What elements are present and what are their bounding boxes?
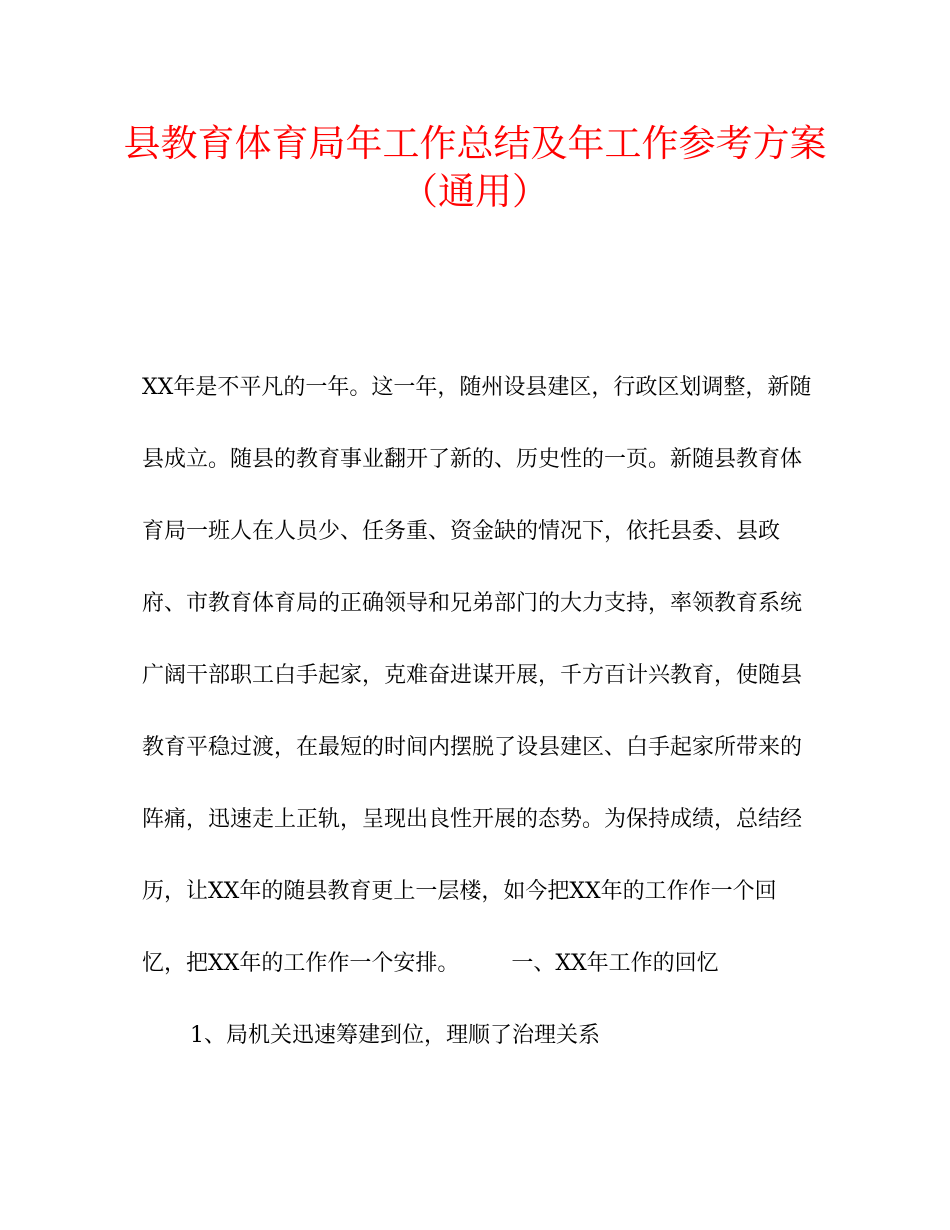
paragraph-line: 县成立。随县的教育事业翻开了新的、历史性的一页。新随县教育体 (142, 447, 803, 472)
paragraph-line: 教育平稳过渡，在最短的时间内摆脱了设县建区、白手起家所带来的 (142, 735, 803, 760)
paragraph-line-end: 忆，把XX年的工作作一个安排。 (142, 951, 460, 976)
paragraph-line: 历，让XX年的随县教育更上一层楼，如今把XX年的工作作一个回 (142, 879, 777, 904)
paragraph-line: 广阔干部职工白手起家，克难奋进谋开展，千方百计兴教育，使随县 (142, 663, 803, 688)
paragraph-line: XX年是不平凡的一年。这一年，随州设县建区，行政区划调整，新随 (142, 375, 812, 400)
document-title: 县教育体育局年工作总结及年工作参考方案（通用） (123, 122, 827, 213)
paragraph-line: 府、市教育体育局的正确领导和兄弟部门的大力支持，率领教育系统 (142, 591, 803, 616)
paragraph-line: 育局一班人在人员少、任务重、资金缺的情况下，依托县委、县政 (142, 519, 781, 544)
paragraph-line: 阵痛，迅速走上正轨，呈现出良性开展的态势。为保持成绩，总结经 (142, 807, 803, 832)
subsection-heading: 1、局机关迅速筹建到位，理顺了治理关系 (190, 1023, 600, 1048)
section-heading: 一、XX年工作的回忆 (511, 951, 719, 976)
paragraph-line-with-heading (142, 949, 802, 979)
